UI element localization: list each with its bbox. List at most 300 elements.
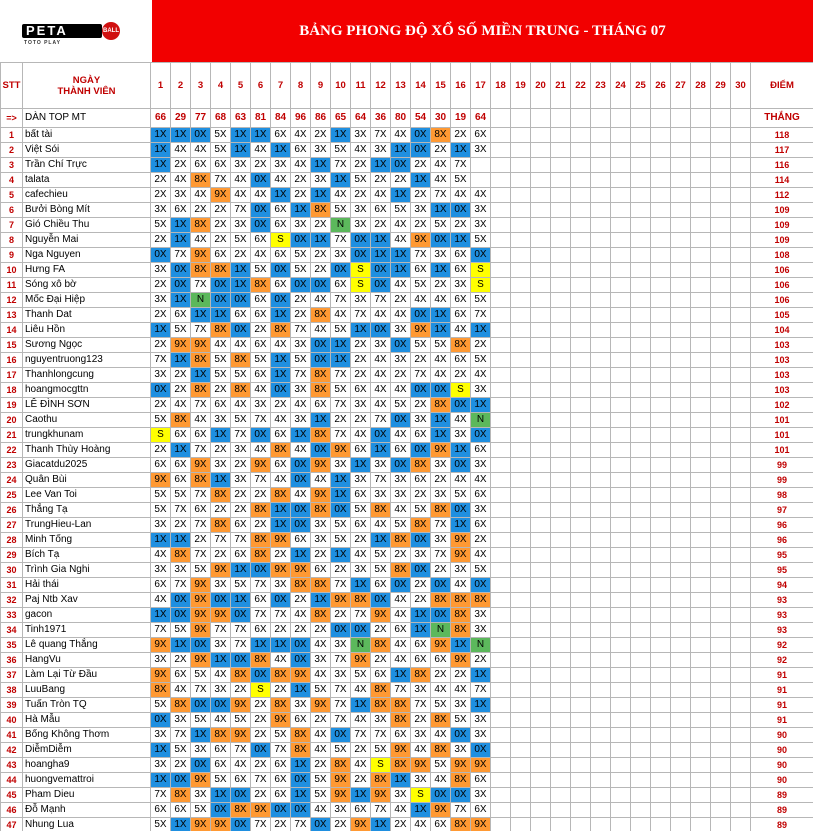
empty-cell bbox=[671, 458, 691, 473]
result-cell: 0X bbox=[371, 593, 391, 608]
result-cell: 5X bbox=[191, 803, 211, 818]
row-points: 104 bbox=[751, 323, 813, 338]
table-row bbox=[1, 308, 813, 323]
result-cell: 5X bbox=[331, 203, 351, 218]
result-cell: 1X bbox=[171, 293, 191, 308]
empty-cell bbox=[631, 323, 651, 338]
empty-cell bbox=[491, 278, 511, 293]
row-points: 101 bbox=[751, 443, 813, 458]
empty-cell bbox=[511, 608, 531, 623]
empty-cell bbox=[711, 713, 731, 728]
row-stt: 25 bbox=[1, 488, 23, 503]
empty-cell bbox=[531, 578, 551, 593]
result-cell: 7X bbox=[331, 368, 351, 383]
result-cell: 0X bbox=[271, 803, 291, 818]
row-stt: 29 bbox=[1, 548, 23, 563]
result-cell: 1X bbox=[431, 323, 451, 338]
result-cell: 5X bbox=[271, 728, 291, 743]
empty-cell bbox=[531, 698, 551, 713]
empty-cell bbox=[571, 608, 591, 623]
empty-cell bbox=[591, 143, 611, 158]
row-points: 114 bbox=[751, 173, 813, 188]
result-cell: 8X bbox=[451, 338, 471, 353]
result-cell: 6X bbox=[251, 293, 271, 308]
empty-cell bbox=[571, 338, 591, 353]
result-cell: 5X bbox=[331, 383, 351, 398]
header-day: 20 bbox=[531, 63, 551, 109]
result-cell: 4X bbox=[451, 188, 471, 203]
empty-cell bbox=[591, 218, 611, 233]
result-cell: 4X bbox=[231, 758, 251, 773]
result-cell: 2X bbox=[251, 488, 271, 503]
empty-cell bbox=[511, 188, 531, 203]
result-cell: 1X bbox=[271, 188, 291, 203]
empty-cell bbox=[671, 218, 691, 233]
row-points: 109 bbox=[751, 218, 813, 233]
result-cell: 6X bbox=[271, 248, 291, 263]
result-cell: 8X bbox=[191, 473, 211, 488]
empty-cell bbox=[671, 353, 691, 368]
result-cell: 1X bbox=[271, 503, 291, 518]
result-cell: 1X bbox=[331, 473, 351, 488]
result-cell: 8X bbox=[451, 623, 471, 638]
result-cell: 0X bbox=[431, 233, 451, 248]
empty-cell bbox=[731, 263, 751, 278]
result-cell: 5X bbox=[151, 818, 171, 831]
empty-cell bbox=[611, 263, 631, 278]
result-cell: 8X bbox=[391, 713, 411, 728]
result-cell: 4X bbox=[151, 593, 171, 608]
table-row bbox=[1, 458, 813, 473]
row-points: 112 bbox=[751, 188, 813, 203]
result-cell: 1X bbox=[171, 818, 191, 831]
empty-cell bbox=[591, 158, 611, 173]
result-cell: 0X bbox=[211, 803, 231, 818]
result-cell: 4X bbox=[351, 713, 371, 728]
member-name: Thanh Dat bbox=[23, 308, 151, 323]
result-cell: 5X bbox=[371, 743, 391, 758]
member-name: Nhung Lua bbox=[23, 818, 151, 831]
empty-cell bbox=[631, 713, 651, 728]
empty-cell bbox=[611, 743, 631, 758]
empty-cell bbox=[691, 623, 711, 638]
result-cell: 2X bbox=[471, 533, 491, 548]
result-cell: 5X bbox=[171, 488, 191, 503]
empty-cell bbox=[531, 608, 551, 623]
result-cell: 9X bbox=[451, 533, 471, 548]
member-name: gacon bbox=[23, 608, 151, 623]
empty-cell bbox=[651, 413, 671, 428]
result-cell: 2X bbox=[231, 248, 251, 263]
table-row bbox=[1, 158, 813, 173]
empty-cell bbox=[631, 278, 651, 293]
empty-cell bbox=[551, 143, 571, 158]
row-stt: 17 bbox=[1, 368, 23, 383]
result-cell: 9X bbox=[191, 248, 211, 263]
top-number: 66 bbox=[151, 109, 171, 128]
result-cell: 9X bbox=[291, 668, 311, 683]
row-stt: 23 bbox=[1, 458, 23, 473]
empty-cell bbox=[571, 143, 591, 158]
result-cell: 9X bbox=[351, 653, 371, 668]
result-cell: 6X bbox=[371, 203, 391, 218]
result-cell: 2X bbox=[271, 623, 291, 638]
row-stt: 7 bbox=[1, 218, 23, 233]
row-stt: 15 bbox=[1, 338, 23, 353]
empty-cell bbox=[511, 773, 531, 788]
result-cell: 3X bbox=[431, 458, 451, 473]
empty-cell bbox=[731, 248, 751, 263]
empty-cell bbox=[711, 533, 731, 548]
empty-cell bbox=[671, 518, 691, 533]
result-cell: 9X bbox=[211, 563, 231, 578]
header-member-line1: NGÀY bbox=[72, 74, 101, 86]
empty-cell bbox=[731, 413, 751, 428]
result-cell: 0X bbox=[271, 263, 291, 278]
empty-cell bbox=[651, 818, 671, 831]
result-cell: 1X bbox=[391, 188, 411, 203]
empty-cell bbox=[671, 293, 691, 308]
result-cell: 6X bbox=[251, 623, 271, 638]
result-cell: 5X bbox=[451, 488, 471, 503]
result-cell: 1X bbox=[191, 308, 211, 323]
empty-cell bbox=[651, 188, 671, 203]
empty-cell bbox=[611, 173, 631, 188]
result-cell: 1X bbox=[351, 788, 371, 803]
empty-cell bbox=[651, 638, 671, 653]
result-cell: 3X bbox=[151, 563, 171, 578]
result-cell: 3X bbox=[231, 473, 251, 488]
empty-cell bbox=[671, 698, 691, 713]
result-cell: 7X bbox=[391, 683, 411, 698]
member-name: Trình Gia Nghi bbox=[23, 563, 151, 578]
empty-cell bbox=[711, 503, 731, 518]
result-cell: 7X bbox=[371, 473, 391, 488]
result-cell: 6X bbox=[471, 803, 491, 818]
empty-cell bbox=[611, 428, 631, 443]
empty-cell bbox=[651, 353, 671, 368]
empty-cell bbox=[491, 338, 511, 353]
result-cell: 9X bbox=[151, 473, 171, 488]
top-number: 64 bbox=[471, 109, 491, 128]
empty-cell bbox=[711, 788, 731, 803]
empty-cell bbox=[651, 578, 671, 593]
result-cell: 1X bbox=[431, 308, 451, 323]
result-cell: 6X bbox=[351, 383, 371, 398]
result-cell: 8X bbox=[411, 668, 431, 683]
result-cell: 1X bbox=[311, 413, 331, 428]
result-cell: 2X bbox=[211, 233, 231, 248]
result-cell: 2X bbox=[251, 713, 271, 728]
empty-cell bbox=[511, 308, 531, 323]
result-cell: 9X bbox=[311, 488, 331, 503]
header-day: 23 bbox=[591, 63, 611, 109]
result-cell: 5X bbox=[171, 323, 191, 338]
result-cell: 7X bbox=[191, 323, 211, 338]
result-cell: 1X bbox=[151, 743, 171, 758]
empty-cell bbox=[651, 308, 671, 323]
result-cell: 8X bbox=[391, 758, 411, 773]
table-row bbox=[1, 368, 813, 383]
result-cell: 3X bbox=[351, 218, 371, 233]
empty-cell bbox=[591, 458, 611, 473]
result-cell: 2X bbox=[391, 293, 411, 308]
empty-cell bbox=[731, 743, 751, 758]
result-cell: 5X bbox=[151, 218, 171, 233]
result-cell: 6X bbox=[271, 458, 291, 473]
table-row bbox=[1, 728, 813, 743]
result-cell: 1X bbox=[351, 458, 371, 473]
empty-cell bbox=[531, 503, 551, 518]
result-cell: 2X bbox=[311, 758, 331, 773]
result-cell: 4X bbox=[371, 353, 391, 368]
result-cell: 0X bbox=[291, 803, 311, 818]
result-cell: 1X bbox=[451, 638, 471, 653]
logo-ball-icon: BALL bbox=[102, 22, 120, 40]
result-cell: 1X bbox=[171, 128, 191, 143]
empty-cell bbox=[691, 353, 711, 368]
empty-cell bbox=[551, 533, 571, 548]
result-cell: S bbox=[351, 278, 371, 293]
result-cell: 8X bbox=[191, 173, 211, 188]
result-cell: 2X bbox=[471, 653, 491, 668]
result-cell: 4X bbox=[391, 278, 411, 293]
result-cell: 3X bbox=[451, 278, 471, 293]
result-cell: 8X bbox=[211, 728, 231, 743]
result-cell: 6X bbox=[451, 353, 471, 368]
result-cell: 9X bbox=[191, 653, 211, 668]
result-cell: 5X bbox=[431, 218, 451, 233]
row-stt: 26 bbox=[1, 503, 23, 518]
row-points: 116 bbox=[751, 158, 813, 173]
empty-cell bbox=[711, 758, 731, 773]
result-cell: 4X bbox=[411, 743, 431, 758]
empty-cell bbox=[531, 563, 551, 578]
empty-cell bbox=[511, 458, 531, 473]
empty-cell bbox=[511, 143, 531, 158]
result-cell: 3X bbox=[411, 728, 431, 743]
empty-cell bbox=[611, 563, 631, 578]
result-cell: 3X bbox=[411, 548, 431, 563]
empty-cell bbox=[731, 533, 751, 548]
empty-cell bbox=[731, 623, 751, 638]
result-cell: 5X bbox=[331, 518, 351, 533]
logo bbox=[0, 0, 153, 62]
empty-cell bbox=[571, 458, 591, 473]
result-cell: 0X bbox=[351, 233, 371, 248]
result-cell: 0X bbox=[411, 143, 431, 158]
row-stt: 33 bbox=[1, 608, 23, 623]
result-cell: 2X bbox=[411, 218, 431, 233]
result-cell: 1X bbox=[171, 638, 191, 653]
empty-cell bbox=[551, 428, 571, 443]
empty-cell bbox=[631, 428, 651, 443]
empty-cell bbox=[631, 728, 651, 743]
empty-cell bbox=[691, 488, 711, 503]
result-cell: 7X bbox=[331, 653, 351, 668]
top-number: 84 bbox=[271, 109, 291, 128]
result-cell: 4X bbox=[391, 428, 411, 443]
empty-cell bbox=[591, 578, 611, 593]
result-cell: 8X bbox=[311, 578, 331, 593]
result-cell: 9X bbox=[411, 233, 431, 248]
member-name: Sương Ngọc bbox=[23, 338, 151, 353]
result-cell: 6X bbox=[251, 593, 271, 608]
empty-cell bbox=[731, 143, 751, 158]
empty-cell bbox=[631, 758, 651, 773]
result-cell: 6X bbox=[231, 773, 251, 788]
result-cell: 2X bbox=[251, 158, 271, 173]
result-cell: 3X bbox=[291, 413, 311, 428]
empty-cell bbox=[511, 578, 531, 593]
result-cell: 1X bbox=[371, 533, 391, 548]
result-cell: 0X bbox=[471, 248, 491, 263]
empty-cell bbox=[491, 638, 511, 653]
empty-cell bbox=[651, 788, 671, 803]
result-cell: 8X bbox=[251, 278, 271, 293]
empty-cell bbox=[711, 128, 731, 143]
result-cell: 6X bbox=[251, 308, 271, 323]
result-cell: 6X bbox=[451, 308, 471, 323]
empty-cell bbox=[591, 593, 611, 608]
empty-cell bbox=[491, 158, 511, 173]
result-cell: S bbox=[251, 683, 271, 698]
result-cell: 1X bbox=[391, 773, 411, 788]
result-cell: 1X bbox=[271, 353, 291, 368]
result-cell: 3X bbox=[431, 488, 451, 503]
result-cell: 1X bbox=[151, 143, 171, 158]
result-cell: 1X bbox=[311, 593, 331, 608]
result-cell: 2X bbox=[231, 503, 251, 518]
result-cell: 7X bbox=[191, 518, 211, 533]
result-cell: 8X bbox=[311, 503, 331, 518]
result-cell: 5X bbox=[411, 338, 431, 353]
result-cell: 4X bbox=[291, 158, 311, 173]
result-cell: 5X bbox=[171, 623, 191, 638]
result-cell: 3X bbox=[371, 488, 391, 503]
empty-cell bbox=[671, 173, 691, 188]
empty-cell bbox=[731, 578, 751, 593]
result-cell: 1X bbox=[191, 728, 211, 743]
result-cell: 5X bbox=[471, 563, 491, 578]
result-cell: 2X bbox=[151, 188, 171, 203]
result-cell: 2X bbox=[411, 188, 431, 203]
empty-cell bbox=[531, 353, 551, 368]
empty-cell bbox=[491, 458, 511, 473]
result-cell: 5X bbox=[351, 503, 371, 518]
empty-cell bbox=[491, 653, 511, 668]
result-cell: 9X bbox=[251, 458, 271, 473]
row-stt: 9 bbox=[1, 248, 23, 263]
top-number: 96 bbox=[291, 109, 311, 128]
result-cell: 0X bbox=[311, 818, 331, 831]
top-row bbox=[1, 109, 813, 128]
empty-cell bbox=[611, 323, 631, 338]
result-cell: 3X bbox=[151, 263, 171, 278]
empty-cell bbox=[551, 503, 571, 518]
empty-cell bbox=[671, 608, 691, 623]
result-cell: 9X bbox=[411, 323, 431, 338]
empty-cell bbox=[511, 698, 531, 713]
result-cell: 6X bbox=[191, 428, 211, 443]
result-cell: 5X bbox=[311, 773, 331, 788]
result-cell: 9X bbox=[151, 668, 171, 683]
empty-cell bbox=[671, 338, 691, 353]
empty-cell bbox=[491, 593, 511, 608]
result-cell: 8X bbox=[291, 578, 311, 593]
empty-cell bbox=[511, 278, 531, 293]
result-cell: 6X bbox=[371, 668, 391, 683]
result-cell: 5X bbox=[351, 173, 371, 188]
row-points: 106 bbox=[751, 278, 813, 293]
member-name: Minh Tống bbox=[23, 533, 151, 548]
empty-cell bbox=[691, 803, 711, 818]
empty-cell bbox=[591, 503, 611, 518]
member-name: Bống Không Thơm bbox=[23, 728, 151, 743]
result-cell: 3X bbox=[311, 533, 331, 548]
result-cell: 4X bbox=[431, 368, 451, 383]
result-cell: 2X bbox=[171, 383, 191, 398]
result-cell: 6X bbox=[211, 398, 231, 413]
empty-cell bbox=[491, 518, 511, 533]
result-cell: 2X bbox=[311, 218, 331, 233]
top-number: 29 bbox=[171, 109, 191, 128]
result-cell: 2X bbox=[211, 203, 231, 218]
result-cell: 5X bbox=[391, 203, 411, 218]
empty-cell bbox=[651, 323, 671, 338]
empty-cell bbox=[671, 248, 691, 263]
result-cell: 7X bbox=[431, 548, 451, 563]
result-cell: 2X bbox=[431, 278, 451, 293]
result-cell: 4X bbox=[231, 188, 251, 203]
empty-cell bbox=[571, 818, 591, 831]
empty-cell bbox=[611, 248, 631, 263]
result-cell: 1X bbox=[351, 323, 371, 338]
empty-cell bbox=[531, 368, 551, 383]
empty-cell bbox=[651, 458, 671, 473]
result-cell: 5X bbox=[211, 128, 231, 143]
table-row bbox=[1, 143, 813, 158]
result-cell: 1X bbox=[331, 353, 351, 368]
empty-cell bbox=[731, 803, 751, 818]
empty-cell bbox=[551, 263, 571, 278]
result-cell: 3X bbox=[211, 683, 231, 698]
result-cell: 5X bbox=[331, 143, 351, 158]
empty-cell bbox=[571, 413, 591, 428]
result-cell: 1X bbox=[371, 158, 391, 173]
result-cell: 8X bbox=[371, 503, 391, 518]
empty-cell bbox=[511, 413, 531, 428]
result-cell: 3X bbox=[351, 473, 371, 488]
empty-cell bbox=[491, 683, 511, 698]
result-cell: 7X bbox=[291, 818, 311, 831]
result-cell: 1X bbox=[451, 143, 471, 158]
result-cell: 1X bbox=[371, 233, 391, 248]
empty-cell bbox=[691, 578, 711, 593]
member-name: Lê quang Thắng bbox=[23, 638, 151, 653]
result-cell: 1X bbox=[211, 473, 231, 488]
result-cell: 5X bbox=[291, 263, 311, 278]
table-body bbox=[1, 109, 813, 831]
result-cell: 8X bbox=[231, 353, 251, 368]
empty-cell bbox=[731, 728, 751, 743]
result-cell: 2X bbox=[191, 203, 211, 218]
empty-cell bbox=[531, 308, 551, 323]
result-cell: 1X bbox=[231, 593, 251, 608]
result-cell: 3X bbox=[291, 383, 311, 398]
result-cell: 7X bbox=[451, 158, 471, 173]
result-cell: 2X bbox=[271, 683, 291, 698]
